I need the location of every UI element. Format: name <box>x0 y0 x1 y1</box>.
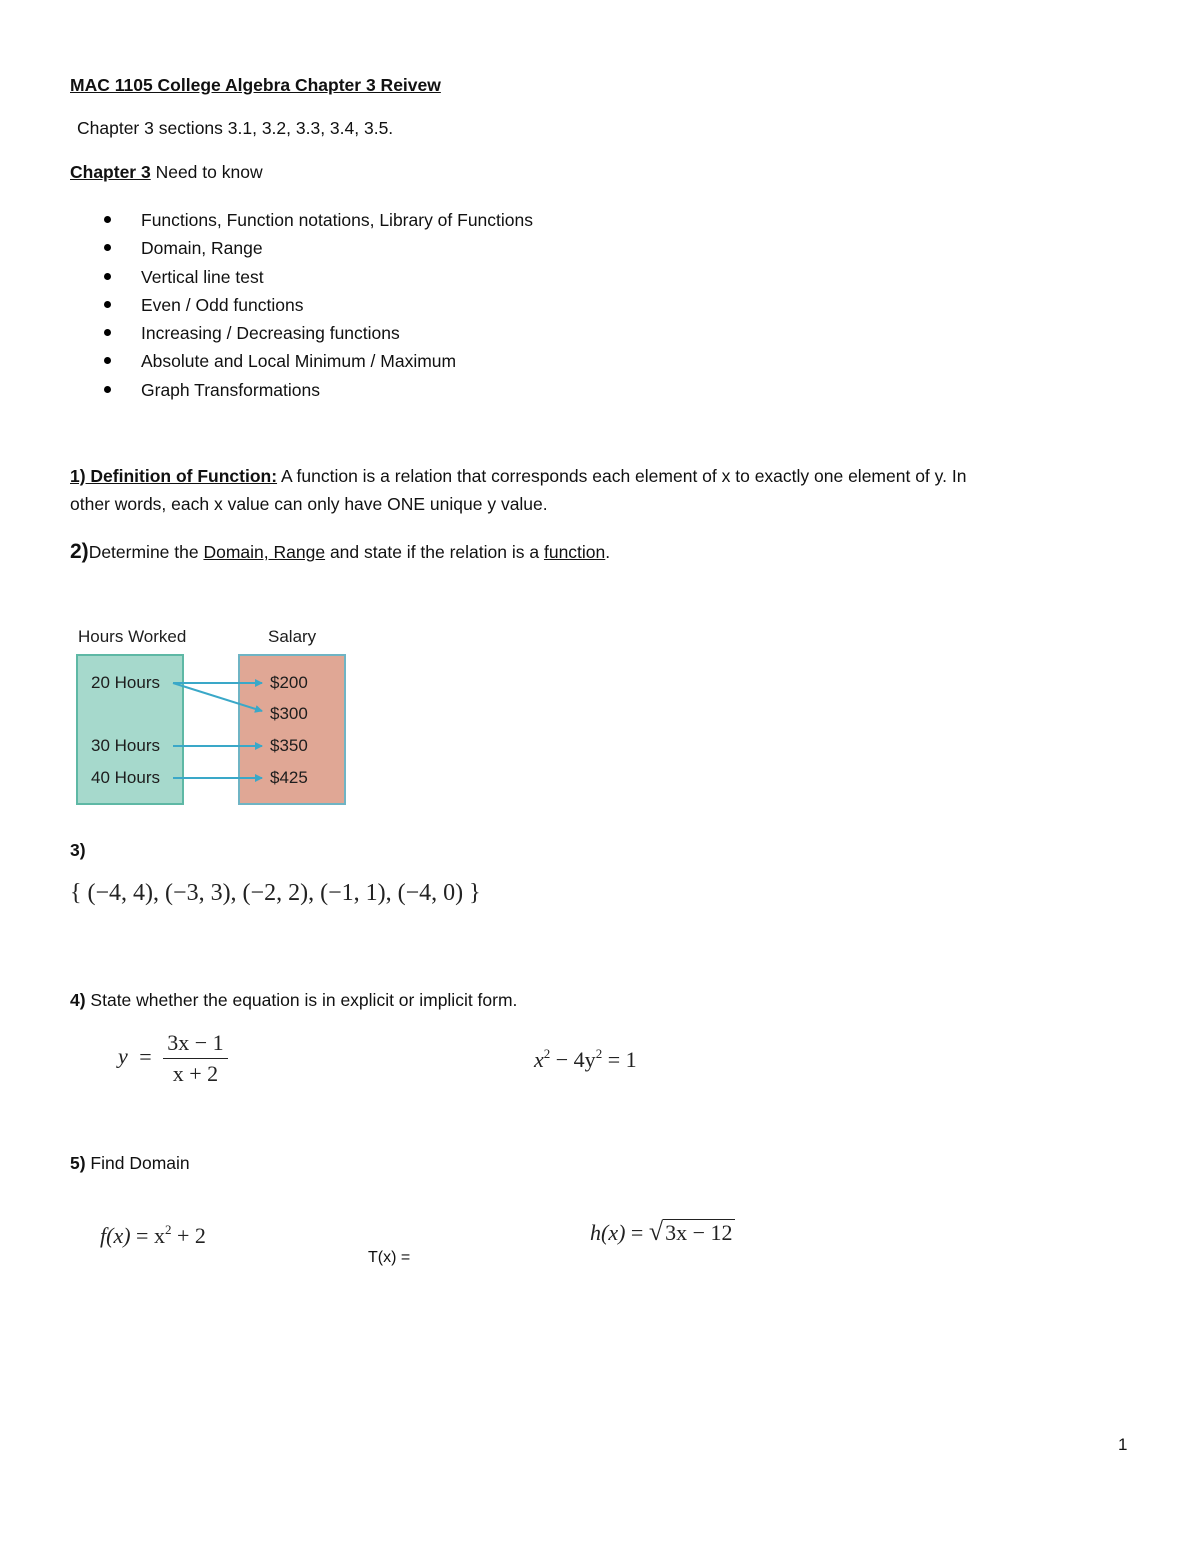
right-header: Salary <box>268 627 317 646</box>
list-item: Increasing / Decreasing functions <box>104 319 533 347</box>
q5-t-label: T(x) = <box>368 1249 411 1266</box>
domain-item: 20 Hours <box>91 673 160 692</box>
list-item: Absolute and Local Minimum / Maximum <box>104 347 533 375</box>
q4-text: State whether the equation is in explicit or implicit form. <box>85 990 518 1010</box>
need-to-know-label: Chapter 3 <box>70 162 151 182</box>
q1-text: A function is a relation that corresponds each element of x to exactly one element of y. In <box>277 466 967 486</box>
page-number: 1 <box>1118 1435 1128 1454</box>
q5-number: 5) <box>70 1153 86 1173</box>
domain-item: 30 Hours <box>91 736 160 755</box>
q2-domain-range: Domain, Range <box>203 542 326 562</box>
q4-equation-implicit: $x^2 - 4y^2 = 1$ <box>534 1046 637 1072</box>
q4-prompt <box>70 990 517 1011</box>
left-header: Hours Worked <box>78 627 187 646</box>
sections-line: Chapter 3 sections 3.1, 3.2, 3.3, 3.4, 3.5. <box>77 118 394 138</box>
q2-function: function <box>543 542 606 562</box>
list-item: Vertical line test <box>104 263 533 291</box>
q4-equation-explicit: y = $\frac{3x - 1}{x + 2}$ <box>118 1030 228 1087</box>
need-to-know-rest: Need to know <box>150 162 263 182</box>
q1-line2: other words, each x value can only have ONE unique y value. <box>70 494 548 514</box>
document-title: MAC 1105 College Algebra Chapter 3 Reivew <box>70 75 441 95</box>
q1-label: 1) Definition of Function: <box>70 466 278 486</box>
list-item: Domain, Range <box>104 234 533 262</box>
list-item: Functions, Function notations, Library of Functions <box>104 206 533 234</box>
q5-prompt <box>70 1153 190 1174</box>
q4-number: 4) <box>70 990 86 1010</box>
range-item: $200 <box>270 673 308 692</box>
q5-text: Find Domain <box>85 1153 190 1173</box>
range-item: $425 <box>270 768 308 787</box>
q2-prompt: 2)Determine the Domain, Range and state if the relation is a function. <box>70 540 611 563</box>
mapping-arrows <box>0 0 400 820</box>
domain-item: 40 Hours <box>91 768 160 787</box>
q5-f-equation: $f(x) = x^2 + 2$ <box>100 1222 206 1248</box>
list-item: Even / Odd functions <box>104 291 533 319</box>
q3-number: 3) <box>70 840 86 860</box>
q5-h-equation: h(x) = √3x − 12 <box>590 1217 733 1246</box>
q2-number: 2) <box>70 540 89 563</box>
range-item: $300 <box>270 704 308 723</box>
list-item: Graph Transformations <box>104 376 533 404</box>
arrow-20-to-300 <box>173 683 262 711</box>
q3-set: { (−4, 4), (−3, 3), (−2, 2), (−1, 1), (−4, 0) } <box>70 880 481 906</box>
range-item: $350 <box>270 736 308 755</box>
